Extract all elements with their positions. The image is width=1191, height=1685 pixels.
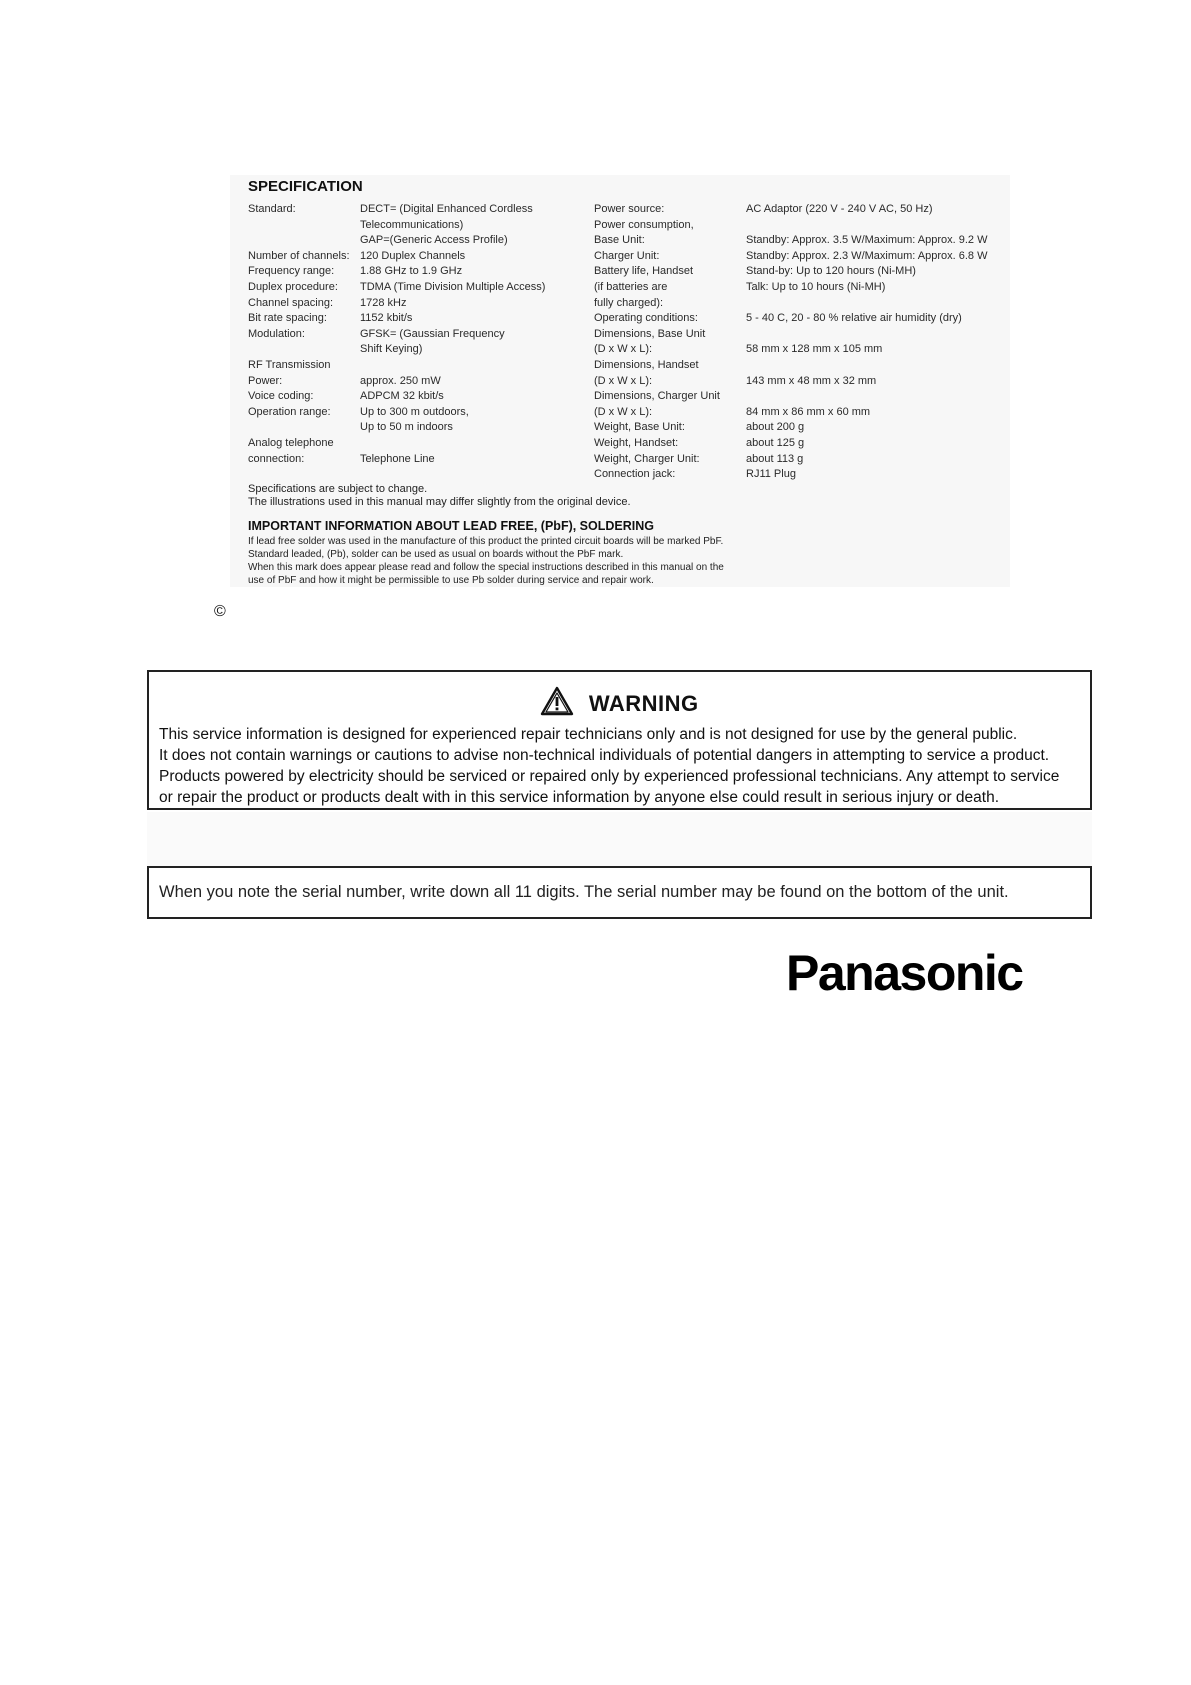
spec-label: Power:: [248, 374, 283, 387]
spec-value: Shift Keying): [360, 343, 423, 356]
spec-label: Analog telephone: [248, 437, 334, 449]
spec-label: Duplex procedure:: [248, 281, 338, 293]
spec-value: about 200 g: [746, 421, 805, 434]
spec-label: Weight, Handset:: [594, 437, 679, 449]
spec-label: Weight, Charger Unit:: [594, 452, 700, 465]
spec-label: Base Unit:: [594, 234, 645, 247]
warning-line: or repair the product or products dealt with in this service information by anyone else could result in serious injury or death.: [159, 789, 1000, 806]
brand-logo: Panasonic: [786, 945, 1023, 1001]
lead-free-line: When this mark does appear please read and follow the special instructions described in this manual on the: [248, 562, 724, 573]
spec-label: Dimensions, Base Unit: [594, 327, 706, 340]
spec-value: Talk: Up to 10 hours (Ni-MH): [746, 281, 886, 293]
spec-value: 84 mm x 86 mm x 60 mm: [746, 405, 871, 418]
warning-line: It does not contain warnings or cautions to advise non-technical individuals of potential dangers in attempting to service a product.: [159, 747, 1050, 764]
spec-notes: [248, 483, 1048, 509]
spec-value: 1.88 GHz to 1.9 GHz: [360, 265, 463, 278]
spec-label: Dimensions, Charger Unit: [594, 390, 720, 403]
warning-line: This service information is designed for experienced repair technicians only and is not designed for use by the general public.: [159, 726, 1018, 743]
spec-label: (D x W x L):: [594, 405, 653, 418]
warning-title: WARNING: [588, 690, 699, 716]
spec-value: Standby: Approx. 3.5 W/Maximum: Approx. 9.2 W: [746, 234, 988, 247]
spec-label: Power source:: [594, 203, 665, 215]
spec-value: about 113 g: [746, 452, 804, 465]
spec-label: Power consumption,: [594, 218, 694, 231]
spec-value: 1152 kbit/s: [360, 312, 413, 325]
specification-title: SPECIFICATION: [248, 178, 363, 195]
spec-value: Standby: Approx. 2.3 W/Maximum: Approx. 6.8 W: [746, 249, 988, 262]
spec-label: Operating conditions:: [594, 312, 698, 325]
lead-free-line: Standard leaded, (Pb), solder can be used as usual on boards without the PbF mark.: [248, 549, 624, 560]
spec-label: Charger Unit:: [594, 249, 660, 262]
spec-label: Dimensions, Handset: [594, 359, 699, 371]
warning-header: [149, 686, 1090, 721]
spec-label: (if batteries are: [594, 281, 668, 293]
spec-note: The illustrations used in this manual may differ slightly from the original device.: [248, 496, 631, 508]
lead-free-text: [248, 535, 724, 587]
spec-value: GFSK= (Gaussian Frequency: [360, 327, 505, 340]
spec-label: Number of channels:: [248, 249, 350, 262]
warning-triangle-icon: [540, 686, 574, 721]
spec-value: approx. 250 mW: [360, 374, 441, 387]
spec-label: Weight, Base Unit:: [594, 421, 685, 434]
spec-value: 143 mm x 48 mm x 32 mm: [746, 374, 877, 387]
spec-value: 1728 kHz: [360, 296, 407, 309]
spec-value: TDMA (Time Division Multiple Access): [360, 281, 546, 293]
lead-free-line: If lead free solder was used in the manufacture of this product the printed circuit boards will be marked PbF.: [248, 536, 724, 547]
spec-value: Up to 50 m indoors: [360, 421, 453, 434]
separator-band: [147, 812, 1092, 866]
spec-label: Frequency range:: [248, 265, 335, 278]
spec-label: Standard:: [248, 203, 296, 215]
spec-label: fully charged):: [594, 296, 664, 309]
spec-value: DECT= (Digital Enhanced Cordless: [360, 203, 533, 215]
spec-label: connection:: [248, 452, 305, 465]
warning-box: [147, 670, 1092, 810]
spec-label: Bit rate spacing:: [248, 312, 327, 325]
spec-label: (D x W x L):: [594, 343, 653, 356]
serial-number-box: [147, 866, 1092, 919]
spec-label: (D x W x L):: [594, 374, 653, 387]
spec-label: Modulation:: [248, 327, 305, 340]
spec-label: Channel spacing:: [248, 296, 334, 309]
spec-value: about 125 g: [746, 437, 805, 449]
spec-label: Connection jack:: [594, 468, 676, 481]
spec-value: AC Adaptor (220 V - 240 V AC, 50 Hz): [746, 203, 933, 215]
spec-value: 5 - 40 C, 20 - 80 % relative air humidity (dry): [746, 312, 962, 325]
warning-line: Products powered by electricity should be serviced or repaired only by experienced professional technicians. Any attempt to service: [159, 768, 1060, 785]
lead-free-line: use of PbF and how it might be permissible to use Pb solder during service and repair work.: [248, 575, 654, 586]
spec-label: Voice coding:: [248, 390, 314, 403]
copyright-symbol: ©: [214, 603, 226, 620]
spec-label: RF Transmission: [248, 359, 331, 371]
spec-value: Telecommunications): [360, 218, 464, 231]
spec-note: Specifications are subject to change.: [248, 483, 428, 495]
spec-label: Battery life, Handset: [594, 265, 694, 278]
spec-value: ADPCM 32 kbit/s: [360, 390, 444, 403]
spec-value: Telephone Line: [360, 452, 435, 465]
spec-value: GAP=(Generic Access Profile): [360, 234, 508, 247]
serial-number-note: When you note the serial number, write down all 11 digits. The serial number may be found on the bottom of the unit.: [159, 883, 1009, 901]
warning-body: [159, 724, 1082, 808]
spec-value: 58 mm x 128 mm x 105 mm: [746, 343, 883, 356]
spec-label: Operation range:: [248, 405, 331, 418]
lead-free-title: IMPORTANT INFORMATION ABOUT LEAD FREE, (PbF), SOLDERING: [248, 519, 654, 533]
spec-value: 120 Duplex Channels: [360, 249, 466, 262]
spec-value: Stand-by: Up to 120 hours (Ni-MH): [746, 265, 916, 278]
spec-value: Up to 300 m outdoors,: [360, 405, 469, 418]
spec-value: RJ11 Plug: [746, 468, 796, 481]
